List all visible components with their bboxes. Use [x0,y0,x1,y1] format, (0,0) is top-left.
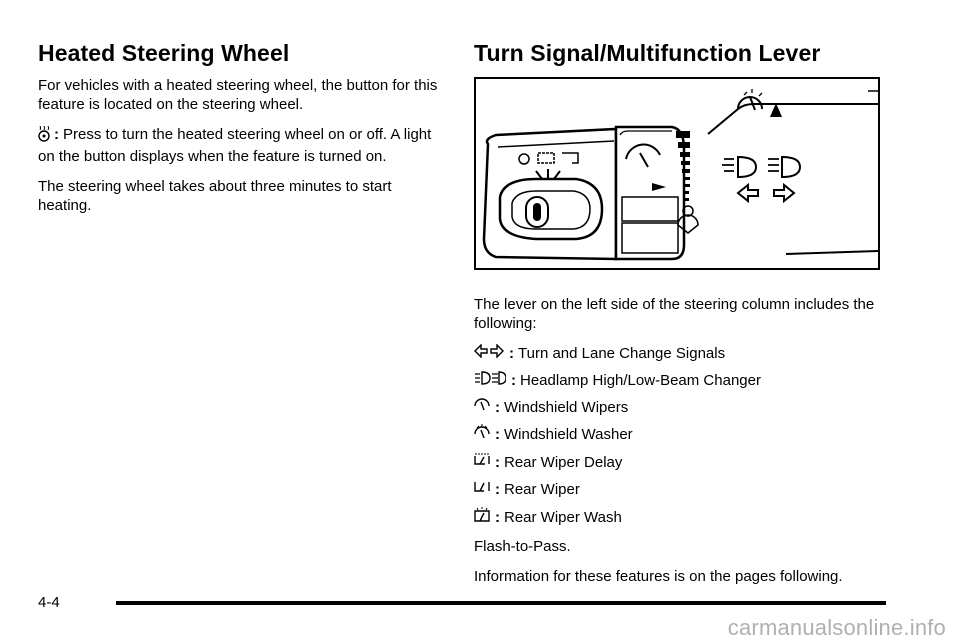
icon-description: Press to turn the heated steering wheel on or off. A light on the button displays when the feature is turned on. [38,126,432,165]
section-heading: Turn Signal/Multifunction Lever [474,40,821,66]
flash-to-pass-text: Flash-to-Pass. [474,538,571,555]
headlamp-beam-icon [474,370,506,391]
colon: : [54,126,59,143]
section-heading: Heated Steering Wheel [38,40,290,66]
turn-arrows-diagram-icon [738,185,794,201]
footer-divider [116,601,886,605]
paragraph: For vehicles with a heated steering wheel, the button for this feature is located on the steering wheel. [38,77,438,113]
rear-wiper-wash-icon [474,506,490,529]
list-item: : Rear Wiper Wash [474,506,894,529]
paragraph: The steering wheel takes about three minutes to start heating. [38,178,392,214]
list-item: : Rear Wiper Delay [474,452,894,473]
info-text: Information for these features is on the pages following. [474,567,843,585]
list-item: : Windshield Wipers [474,398,894,417]
heated-steering-wheel-section [38,40,448,227]
turn-signal-arrows-icon [474,344,504,363]
windshield-wiper-icon [474,398,490,417]
page-number: 4-4 [38,594,60,611]
intro-text: The lever on the left side of the steering column includes the following: [474,296,875,332]
turn-signal-section [474,40,894,77]
list-item: : Windshield Washer [474,424,894,445]
heated-steering-wheel-icon [38,126,50,148]
watermark: carmanualsonline.info [727,615,946,640]
windshield-washer-icon [474,424,490,445]
lever-features-list [474,296,894,597]
list-item: : Rear Wiper [474,480,894,499]
list-item: : Headlamp High/Low-Beam Changer [474,370,894,391]
rear-wiper-icon [474,480,490,499]
list-item: : Turn and Lane Change Signals [474,344,894,363]
rear-wiper-delay-icon [474,452,490,473]
headlamp-diagram-icon [722,157,800,177]
multifunction-lever-illustration [474,77,880,270]
heated-wheel-button-description [38,126,448,166]
